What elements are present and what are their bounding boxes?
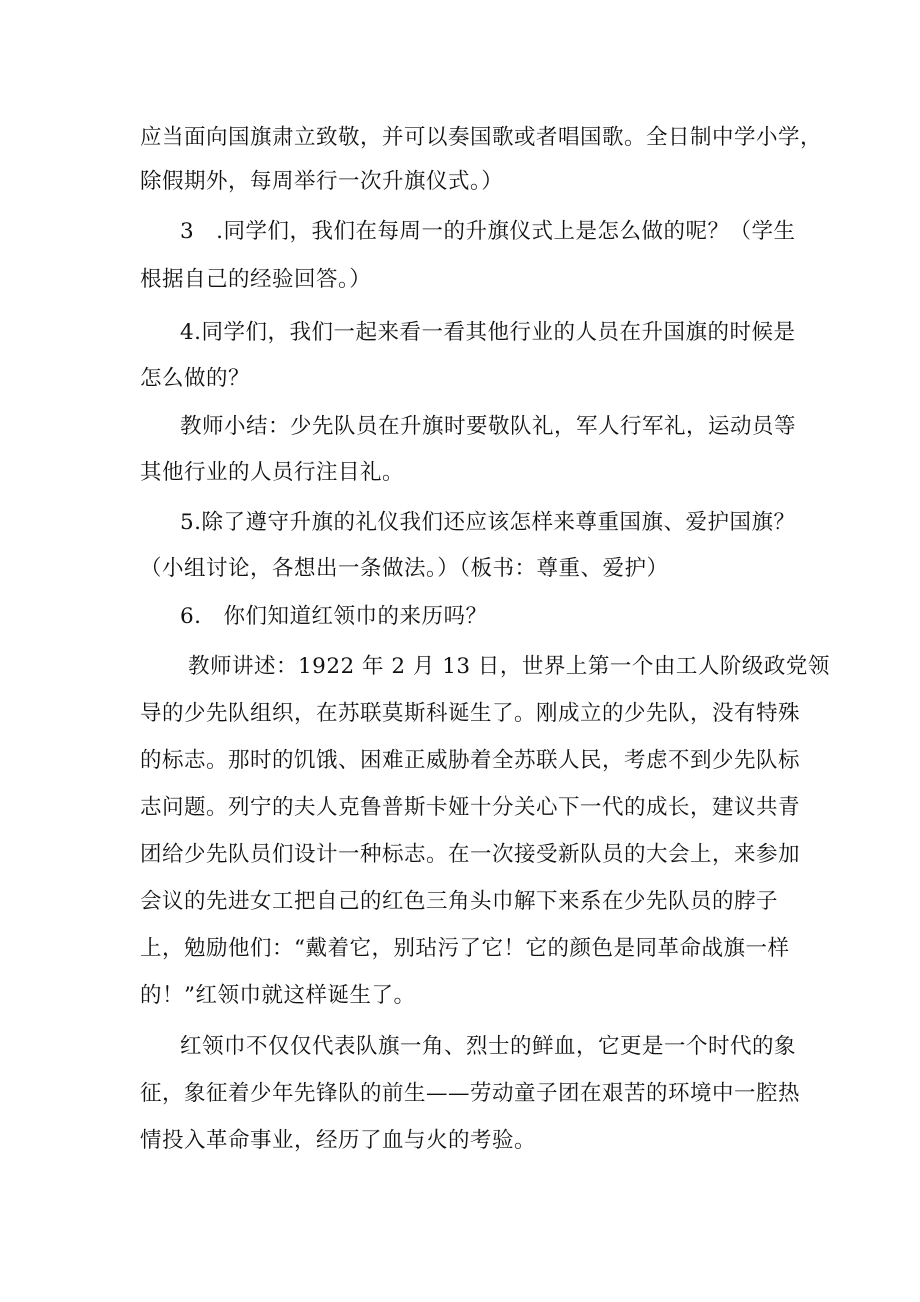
question-4-line: 4.同学们，我们一起来看一看其他行业的人员在升国旗的时候是 bbox=[180, 320, 796, 345]
paragraph-line: 的标志。那时的饥饿、困难正威胁着全苏联人民，考虑不到少先队标 bbox=[140, 748, 801, 773]
paragraph-line: 其他行业的人员行注目礼。 bbox=[140, 460, 405, 485]
paragraph-line: 情投入革命事业，经历了血与火的考验。 bbox=[140, 1128, 537, 1153]
paragraph-line: 征，象征着少年先锋队的前生——劳动童子团在艰苦的环境中一腔热 bbox=[140, 1081, 801, 1106]
paragraph-line: （小组讨论，各想出一条做法。）（板书：尊重、爱护） bbox=[140, 556, 669, 581]
teacher-summary-line: 教师小结：少先队员在升旗时要敬队礼，军人行军礼，运动员等 bbox=[180, 414, 797, 439]
paragraph-line: 导的少先队组织，在苏联莫斯科诞生了。刚成立的少先队，没有特殊 bbox=[140, 701, 801, 726]
paragraph-line: 团给少先队员们设计一种标志。在一次接受新队员的大会上，来参加 bbox=[140, 842, 801, 867]
paragraph-line: 上，勉励他们：“戴着它，别玷污了它！它的颜色是同革命战旗一样 bbox=[140, 936, 790, 961]
question-3-line: 3 .同学们，我们在每周一的升旗仪式上是怎么做的呢？（学生 bbox=[180, 219, 796, 244]
question-6-line: 6. 你们知道红领巾的来历吗？ bbox=[180, 604, 488, 629]
paragraph-line: 怎么做的？ bbox=[140, 366, 251, 391]
paragraph-line: 应当面向国旗肃立致敬，并可以奏国歌或者唱国歌。全日制中学小学， bbox=[140, 125, 823, 150]
paragraph-line: 的！”红领巾就这样诞生了。 bbox=[140, 983, 416, 1008]
paragraph-line: 志问题。列宁的夫人克鲁普斯卡娅十分关心下一代的成长，建议共青 bbox=[140, 795, 801, 820]
question-5-line: 5.除了遵守升旗的礼仪我们还应该怎样来尊重国旗、爱护国旗？ bbox=[180, 510, 796, 535]
paragraph-line: 除假期外，每周举行一次升旗仪式。） bbox=[140, 169, 504, 194]
red-scarf-paragraph-line: 红领巾不仅仅代表队旗一角、烈士的鲜血，它更是一个时代的象 bbox=[180, 1034, 797, 1059]
teacher-narration-line: 教师讲述：1922 年 2 月 13 日，世界上第一个由工人阶级政党领 bbox=[188, 654, 830, 679]
paragraph-line: 会议的先进女工把自己的红色三角头巾解下来系在少先队员的脖子 bbox=[140, 889, 779, 914]
paragraph-line: 根据自己的经验回答。） bbox=[140, 267, 372, 292]
